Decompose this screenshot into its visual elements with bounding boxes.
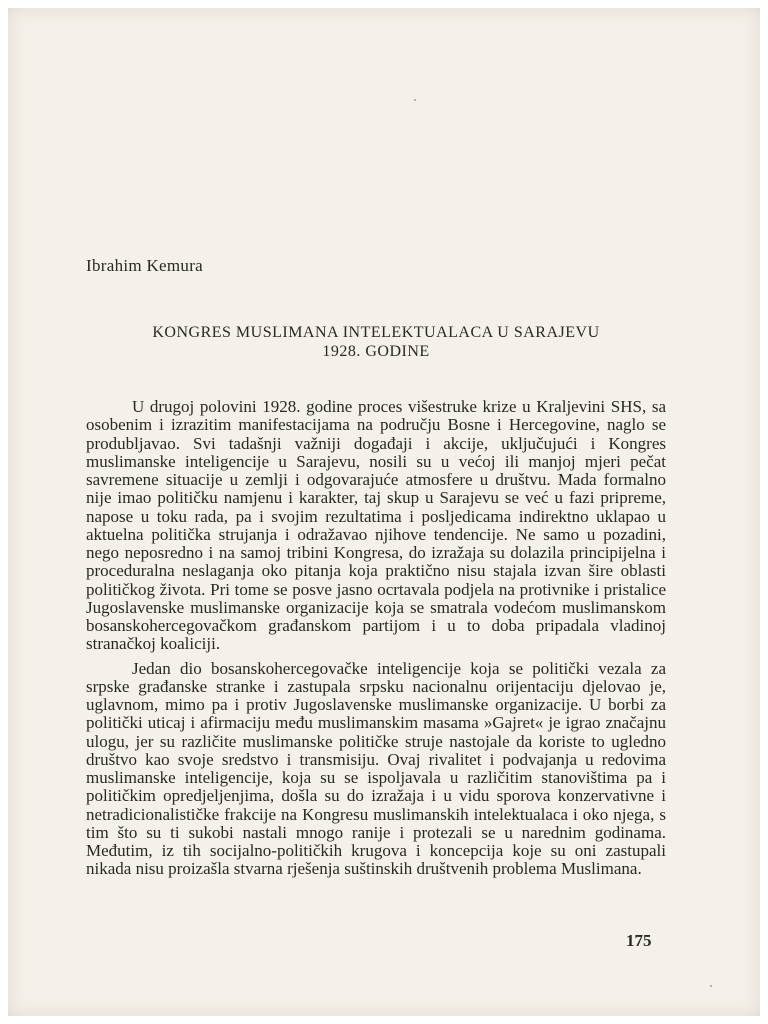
article-title-line: KONGRES MUSLIMANA INTELEKTUALACA U SARAJEVU bbox=[152, 324, 600, 341]
paragraph: U drugoj polovini 1928. godine proces višestruke krize u Kraljevini SHS, sa osobenim i izrazitim manifestacijama na području Bosne i Hercegovine, naglo se produbljavao. Svi tadašnji važniji događaji i akcije, uključujući i Kongres muslimanske inteligencije u Sarajevu, nosili su u većoj ili manjoj mjeri pečat savremene situacije u zemlji i odgovarajuće atmosfere u društvu. Mada formalno nije imao političku namjenu i karakter, taj skup u Sarajevu se već u fazi pripreme, napose u toku rada, pa i svojim rezultatima i posljedicama indirektno uklapao u aktuelna politička strujanja i odražavao njihove tendencije. Ne samo u pozadini, nego neposredno i na samoj tribini Kongresa, do izražaja su dolazila principijelna i proceduralna neslaganja oko pitanja koja praktično nisu stajala izvan šire oblasti političkog života. Pri tome se posve jasno ocrtavala podjela na protivnike i pristalice Jugoslavenske muslimanske organizacije koja se smatrala vodećom muslimanskom bosanskohercegovačkom građanskom partijom i u to doba pripadala vladinoj stranačkoj koaliciji. bbox=[86, 397, 666, 654]
article-title-line: 1928. GODINE bbox=[322, 343, 430, 360]
article-body bbox=[86, 398, 666, 879]
scan-speck bbox=[414, 99, 416, 101]
page-number: 175 bbox=[626, 931, 652, 950]
author-name: Ibrahim Kemura bbox=[86, 256, 204, 275]
scan-speck bbox=[710, 985, 712, 987]
article-title bbox=[86, 323, 666, 361]
paragraph: Jedan dio bosanskohercegovačke inteligencije koja se politički vezala za srpske građanske stranke i zastupala srpsku nacionalnu orijentaciju djelovao je, uglavnom, mimo pa i protiv Jugoslavenske muslimanske organizacije. U borbi za politički uticaj i afirmaciju među muslimanskim masama »Gajret« je igrao značajnu ulogu, jer su različite muslimanske političke struje nastojale da koriste to ugledno društvo kao svoje sredstvo i transmisiju. Ovaj rivalitet i podvajanja u redovima muslimanske inteligencije, koja su se ispoljavala u različitim stanovištima pa i političkim opredjeljenjima, došla su do izražaja i u vidu sporova konzervativne i netradicionalističke frakcije na Kongresu muslimanskih intelektualaca i oko njega, s tim što su ti sukobi nastali mnogo ranije i protezali se u narednim godinama. Međutim, iz tih socijalno-političkih krugova i koncepcija koje su oni zastupali nikada nisu proizašla stvarna rješenja suštinskih društvenih problema Muslimana. bbox=[86, 658, 666, 879]
